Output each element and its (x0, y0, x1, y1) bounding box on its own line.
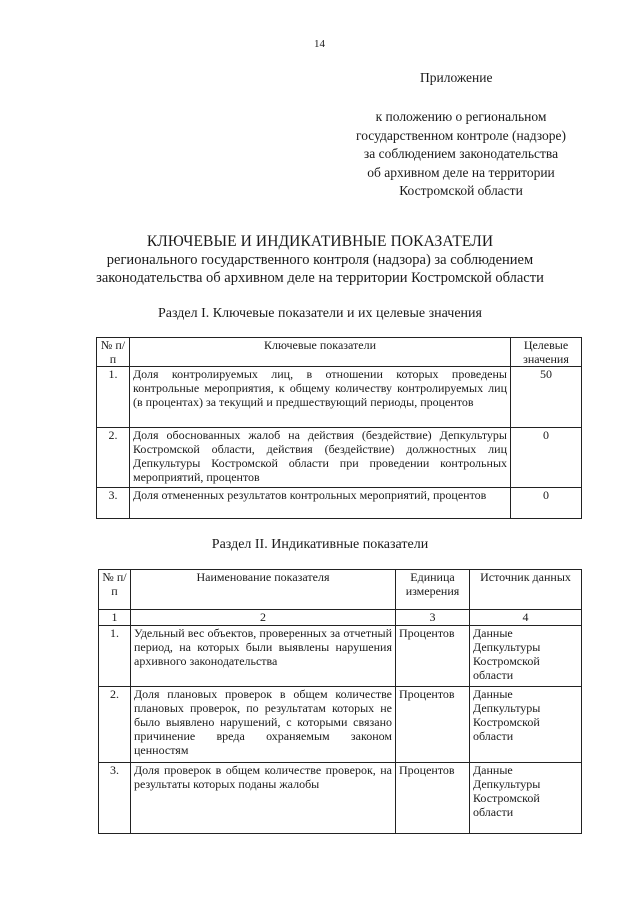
row-text: Доля проверок в общем количестве проверок, на результаты которых поданы жалобы (131, 763, 396, 834)
row-text: Доля плановых проверок в общем количестве плановых проверок, по результатам которых не было выявлено нарушений, с которыми связано причинение вреда охраняемым законом ценностям (131, 687, 396, 763)
key-indicators-table (96, 337, 582, 519)
row-source: Данные Депкультуры Костромской области (470, 626, 582, 687)
row-unit: Процентов (396, 763, 470, 834)
row-text: Доля обоснованных жалоб на действия (бездействие) Депкультуры Костромской области, действия (бездействие) должностных лиц Депкультуры Костромской области при проведении контрольных мероприятий, процентов (130, 428, 511, 488)
table-row (99, 626, 582, 687)
row-value: 50 (511, 367, 582, 428)
appendix-subtitle-line: государственном контроле (надзоре) (356, 127, 566, 143)
col-number: 1 (99, 610, 131, 626)
row-num: 2. (97, 428, 130, 488)
row-num: 3. (99, 763, 131, 834)
row-num: 2. (99, 687, 131, 763)
header-num: № п/п (97, 338, 130, 367)
col-number: 2 (131, 610, 396, 626)
header-unit: Единица измерения (396, 570, 470, 610)
appendix-subtitle (330, 108, 592, 201)
appendix-subtitle-line: за соблюдением законодательства (363, 146, 559, 161)
document-title-line: регионального государственного контроля (надзора) за соблюдением (106, 252, 534, 268)
document-title (60, 233, 580, 287)
table-header-row (99, 570, 582, 610)
appendix-subtitle-line: к положению о региональном (375, 109, 547, 124)
page-number: 14 (314, 38, 325, 50)
row-num: 1. (99, 626, 131, 687)
row-text: Удельный вес объектов, проверенных за отчетный период, на которых были выявлены нарушения архивного законодательства (131, 626, 396, 687)
table-header-row (97, 338, 582, 367)
appendix-subtitle-line: Костромской области (399, 183, 523, 198)
row-text: Доля отмененных результатов контрольных мероприятий, процентов (130, 488, 511, 519)
header-num: № п/п (99, 570, 131, 610)
column-number-row (99, 610, 582, 626)
row-source: Данные Депкультуры Костромской области (470, 687, 582, 763)
appendix-subtitle-line: об архивном деле на территории (367, 164, 555, 180)
appendix-title: Приложение (420, 70, 493, 85)
row-num: 3. (97, 488, 130, 519)
row-unit: Процентов (396, 626, 470, 687)
table-row (97, 428, 582, 488)
section2-title: Раздел II. Индикативные показатели (211, 537, 429, 552)
row-num: 1. (97, 367, 130, 428)
header-name: Наименование показателя (131, 570, 396, 610)
header-source: Источник данных (470, 570, 582, 610)
col-number: 4 (470, 610, 582, 626)
col-number: 3 (396, 610, 470, 626)
row-text: Доля контролируемых лиц, в отношении которых проведены контрольные мероприятия, к общему количеству контролируемых лиц (в процентах) за текущий и предшествующий периоды, процентов (130, 367, 511, 428)
indicative-indicators-table (98, 569, 582, 834)
row-source: Данные Депкультуры Костромской области (470, 763, 582, 834)
document-title-line: законодательства об архивном деле на территории Костромской области (96, 270, 544, 286)
section1-title: Раздел I. Ключевые показатели и их целевые значения (158, 306, 482, 321)
header-target: Целевые значения (511, 338, 582, 367)
document-title-line: КЛЮЧЕВЫЕ И ИНДИКАТИВНЫЕ ПОКАЗАТЕЛИ (146, 233, 494, 250)
row-unit: Процентов (396, 687, 470, 763)
table-row (97, 367, 582, 428)
table-row (99, 687, 582, 763)
header-indicator: Ключевые показатели (130, 338, 511, 367)
table-row (99, 763, 582, 834)
row-value: 0 (511, 428, 582, 488)
table-row (97, 488, 582, 519)
row-value: 0 (511, 488, 582, 519)
